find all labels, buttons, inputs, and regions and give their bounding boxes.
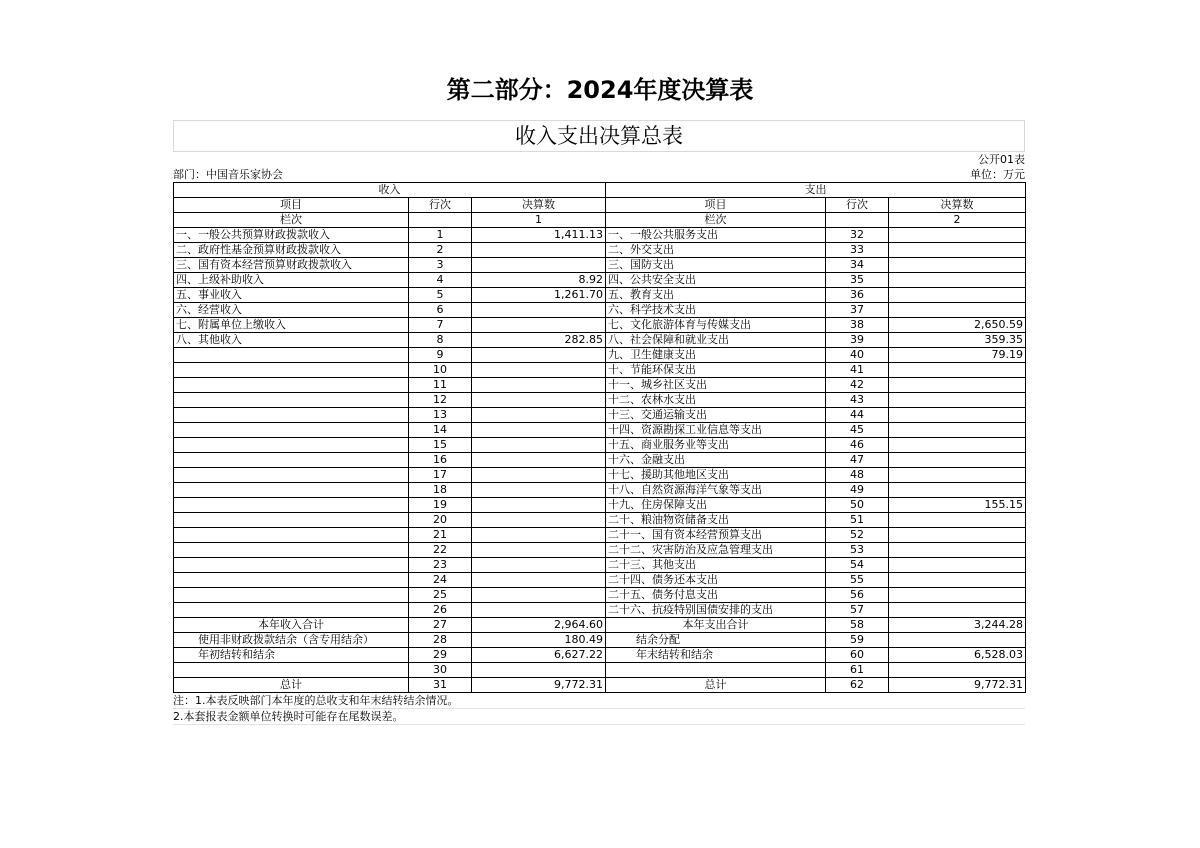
department-row [173,167,1025,182]
expense-header: 支出 [606,183,1026,198]
expense-row-number: 36 [826,288,889,303]
expense-row-number: 35 [826,273,889,288]
expense-row-number: 47 [826,453,889,468]
income-amount [472,318,606,333]
income-amount [472,363,606,378]
expense-item: 二十四、债务还本支出 [606,573,826,588]
income-amount [472,603,606,618]
income-item [174,558,409,573]
form-number-row [173,152,1025,167]
expense-row-number: 55 [826,573,889,588]
income-row-number: 31 [409,678,472,693]
expense-item: 二十六、抗疫特别国债安排的支出 [606,603,826,618]
expense-amount [889,543,1026,558]
table-row [174,483,1026,498]
lanci-left-empty [409,213,472,228]
summary-rows [174,618,1026,693]
expense-row-number: 60 [826,648,889,663]
expense-item: 一、一般公共服务支出 [606,228,826,243]
table-row [174,378,1026,393]
table-row [174,318,1026,333]
col-amount-header: 决算数 [472,198,606,213]
income-row-number: 3 [409,258,472,273]
expense-amount [889,573,1026,588]
expense-amount: 3,244.28 [889,618,1026,633]
income-item [174,543,409,558]
expense-item: 十七、援助其他地区支出 [606,468,826,483]
income-item [174,498,409,513]
expense-amount [889,468,1026,483]
income-amount [472,423,606,438]
income-row-number: 17 [409,468,472,483]
table-row [174,348,1026,363]
income-amount [472,453,606,468]
column-header-row [174,198,1026,213]
expense-row-number: 32 [826,228,889,243]
income-amount: 2,964.60 [472,618,606,633]
income-row-number: 8 [409,333,472,348]
sheet-title: 收入支出决算总表 [173,120,1025,152]
income-item [174,408,409,423]
income-row-number: 24 [409,573,472,588]
expense-row-number: 41 [826,363,889,378]
income-item [174,393,409,408]
table-row [174,408,1026,423]
income-row-number: 12 [409,393,472,408]
table-row [174,423,1026,438]
summary-row [174,678,1026,693]
income-item: 一、一般公共预算财政拨款收入 [174,228,409,243]
expense-amount: 79.19 [889,348,1026,363]
income-amount [472,468,606,483]
expense-amount: 9,772.31 [889,678,1026,693]
expense-amount: 2,650.59 [889,318,1026,333]
note-1: 注：1.本表反映部门本年度的总收支和年末结转结余情况。 [173,693,1025,709]
income-row-number: 27 [409,618,472,633]
expense-amount [889,408,1026,423]
expense-amount: 155.15 [889,498,1026,513]
expense-row-number: 52 [826,528,889,543]
expense-item: 十六、金融支出 [606,453,826,468]
expense-item: 十五、商业服务业等支出 [606,438,826,453]
income-row-number: 6 [409,303,472,318]
expense-item: 二十三、其他支出 [606,558,826,573]
expense-row-number: 46 [826,438,889,453]
income-row-number: 2 [409,243,472,258]
expense-amount [889,273,1026,288]
income-item: 三、国有资本经营预算财政拨款收入 [174,258,409,273]
income-item [174,423,409,438]
expense-row-number: 38 [826,318,889,333]
income-header: 收入 [174,183,606,198]
income-item [174,348,409,363]
col-row-header: 行次 [409,198,472,213]
income-item: 二、政府性基金预算财政拨款收入 [174,243,409,258]
expense-summary-item: 结余分配 [606,633,826,648]
lanci-right-label: 栏次 [606,213,826,228]
income-row-number: 13 [409,408,472,423]
income-amount [472,558,606,573]
expense-item: 三、国防支出 [606,258,826,273]
expense-amount [889,228,1026,243]
expense-item: 十八、自然资源海洋气象等支出 [606,483,826,498]
expense-amount [889,558,1026,573]
table-row [174,273,1026,288]
expense-amount [889,588,1026,603]
income-summary-item [174,663,409,678]
expense-row-number: 42 [826,378,889,393]
income-amount [472,498,606,513]
income-amount: 180.49 [472,633,606,648]
table-row [174,228,1026,243]
expense-row-number: 59 [826,633,889,648]
income-item [174,378,409,393]
notes [173,693,1025,725]
income-amount [472,258,606,273]
income-row-number: 1 [409,228,472,243]
expense-row-number: 39 [826,333,889,348]
income-item: 四、上级补助收入 [174,273,409,288]
expense-item: 十三、交通运输支出 [606,408,826,423]
expense-item: 二十一、国有资本经营预算支出 [606,528,826,543]
income-amount [472,393,606,408]
expense-row-number: 62 [826,678,889,693]
expense-item: 二十、粮油物资储备支出 [606,513,826,528]
table-row [174,498,1026,513]
col-item-header-right: 项目 [606,198,826,213]
income-amount: 6,627.22 [472,648,606,663]
data-rows [174,228,1026,618]
income-item [174,453,409,468]
income-amount [472,483,606,498]
table-row [174,303,1026,318]
expense-amount: 359.35 [889,333,1026,348]
income-amount [472,408,606,423]
expense-item: 八、社会保障和就业支出 [606,333,826,348]
expense-row-number: 40 [826,348,889,363]
income-item [174,588,409,603]
expense-row-number: 48 [826,468,889,483]
income-row-number: 10 [409,363,472,378]
income-row-number: 14 [409,423,472,438]
income-row-number: 26 [409,603,472,618]
income-item: 六、经营收入 [174,303,409,318]
expense-item: 十、节能环保支出 [606,363,826,378]
expense-amount [889,528,1026,543]
expense-row-number: 45 [826,423,889,438]
expense-item: 六、科学技术支出 [606,303,826,318]
expense-amount [889,363,1026,378]
expense-amount [889,663,1026,678]
expense-amount [889,513,1026,528]
expense-item: 九、卫生健康支出 [606,348,826,363]
income-row-number: 18 [409,483,472,498]
income-summary-item: 年初结转和结余 [174,648,409,663]
table-row [174,513,1026,528]
expense-row-number: 54 [826,558,889,573]
lanci-right-number: 2 [889,213,1026,228]
note-2: 2.本套报表金额单位转换时可能存在尾数误差。 [173,709,1025,725]
income-amount [472,243,606,258]
expense-row-number: 53 [826,543,889,558]
expense-amount [889,393,1026,408]
table-row [174,603,1026,618]
income-amount: 9,772.31 [472,678,606,693]
income-amount [472,378,606,393]
table-row [174,588,1026,603]
expense-item: 十四、资源勘探工业信息等支出 [606,423,826,438]
expense-row-number: 43 [826,393,889,408]
income-item [174,468,409,483]
income-row-number: 22 [409,543,472,558]
expense-amount [889,438,1026,453]
col-item-header: 项目 [174,198,409,213]
expense-summary-item: 本年支出合计 [606,618,826,633]
summary-row [174,618,1026,633]
income-amount [472,588,606,603]
income-row-number: 5 [409,288,472,303]
expense-row-number: 61 [826,663,889,678]
income-row-number: 29 [409,648,472,663]
income-amount [472,663,606,678]
expense-item: 七、文化旅游体育与传媒支出 [606,318,826,333]
expense-row-number: 49 [826,483,889,498]
table-row [174,333,1026,348]
income-row-number: 15 [409,438,472,453]
income-item [174,528,409,543]
col-amount-header-right: 决算数 [889,198,1026,213]
income-row-number: 23 [409,558,472,573]
income-amount [472,513,606,528]
table-row [174,243,1026,258]
income-row-number: 11 [409,378,472,393]
expense-amount [889,243,1026,258]
department-label: 部门：中国音乐家协会 [173,168,283,181]
income-amount [472,348,606,363]
income-amount [472,438,606,453]
table-row [174,363,1026,378]
income-amount [472,303,606,318]
expense-amount: 6,528.03 [889,648,1026,663]
income-amount: 1,411.13 [472,228,606,243]
section-header-row [174,183,1026,198]
expense-item: 五、教育支出 [606,288,826,303]
lanci-left-label: 栏次 [174,213,409,228]
expense-item: 十一、城乡社区支出 [606,378,826,393]
table-row [174,468,1026,483]
lanci-left-number: 1 [472,213,606,228]
expense-row-number: 51 [826,513,889,528]
expense-amount [889,258,1026,273]
income-row-number: 9 [409,348,472,363]
income-amount [472,573,606,588]
expense-row-number: 37 [826,303,889,318]
income-row-number: 20 [409,513,472,528]
expense-row-number: 57 [826,603,889,618]
income-row-number: 25 [409,588,472,603]
income-amount: 282.85 [472,333,606,348]
income-row-number: 30 [409,663,472,678]
income-row-number: 4 [409,273,472,288]
lanci-right-empty [826,213,889,228]
income-item [174,573,409,588]
income-row-number: 16 [409,453,472,468]
income-row-number: 7 [409,318,472,333]
table-row [174,573,1026,588]
income-summary-item: 总计 [174,678,409,693]
income-amount [472,528,606,543]
income-row-number: 21 [409,528,472,543]
expense-amount [889,603,1026,618]
expense-amount [889,483,1026,498]
income-row-number: 19 [409,498,472,513]
unit-label: 单位：万元 [970,168,1025,181]
lanci-row [174,213,1026,228]
expense-row-number: 34 [826,258,889,273]
income-summary-item: 本年收入合计 [174,618,409,633]
expense-summary-item [606,663,826,678]
table-row [174,438,1026,453]
income-expense-table [173,182,1026,693]
expense-item: 十二、农林水支出 [606,393,826,408]
income-row-number: 28 [409,633,472,648]
expense-amount [889,453,1026,468]
income-amount [472,543,606,558]
col-row-header-right: 行次 [826,198,889,213]
expense-row-number: 50 [826,498,889,513]
table-row [174,258,1026,273]
income-summary-item: 使用非财政拨款结余（含专用结余） [174,633,409,648]
report-sheet [173,120,1025,725]
expense-item: 四、公共安全支出 [606,273,826,288]
income-item: 八、其他收入 [174,333,409,348]
expense-item: 二十二、灾害防治及应急管理支出 [606,543,826,558]
expense-amount [889,378,1026,393]
income-item [174,603,409,618]
table-row [174,453,1026,468]
income-amount: 1,261.70 [472,288,606,303]
table-row [174,558,1026,573]
expense-amount [889,633,1026,648]
expense-row-number: 56 [826,588,889,603]
income-item: 七、附属单位上缴收入 [174,318,409,333]
form-number: 公开01表 [978,153,1025,166]
table-row [174,543,1026,558]
expense-item: 十九、住房保障支出 [606,498,826,513]
page-title: 第二部分：2024年度决算表 [446,76,754,104]
expense-item: 二、外交支出 [606,243,826,258]
table-row [174,288,1026,303]
table-row [174,528,1026,543]
income-item: 五、事业收入 [174,288,409,303]
income-item [174,513,409,528]
expense-amount [889,288,1026,303]
expense-summary-item: 总计 [606,678,826,693]
summary-row [174,648,1026,663]
income-amount: 8.92 [472,273,606,288]
expense-amount [889,303,1026,318]
income-item [174,363,409,378]
summary-row [174,633,1026,648]
expense-summary-item: 年末结转和结余 [606,648,826,663]
expense-row-number: 44 [826,408,889,423]
expense-row-number: 58 [826,618,889,633]
expense-amount [889,423,1026,438]
expense-row-number: 33 [826,243,889,258]
expense-item: 二十五、债务付息支出 [606,588,826,603]
income-item [174,438,409,453]
income-item [174,483,409,498]
table-row [174,393,1026,408]
summary-row [174,663,1026,678]
